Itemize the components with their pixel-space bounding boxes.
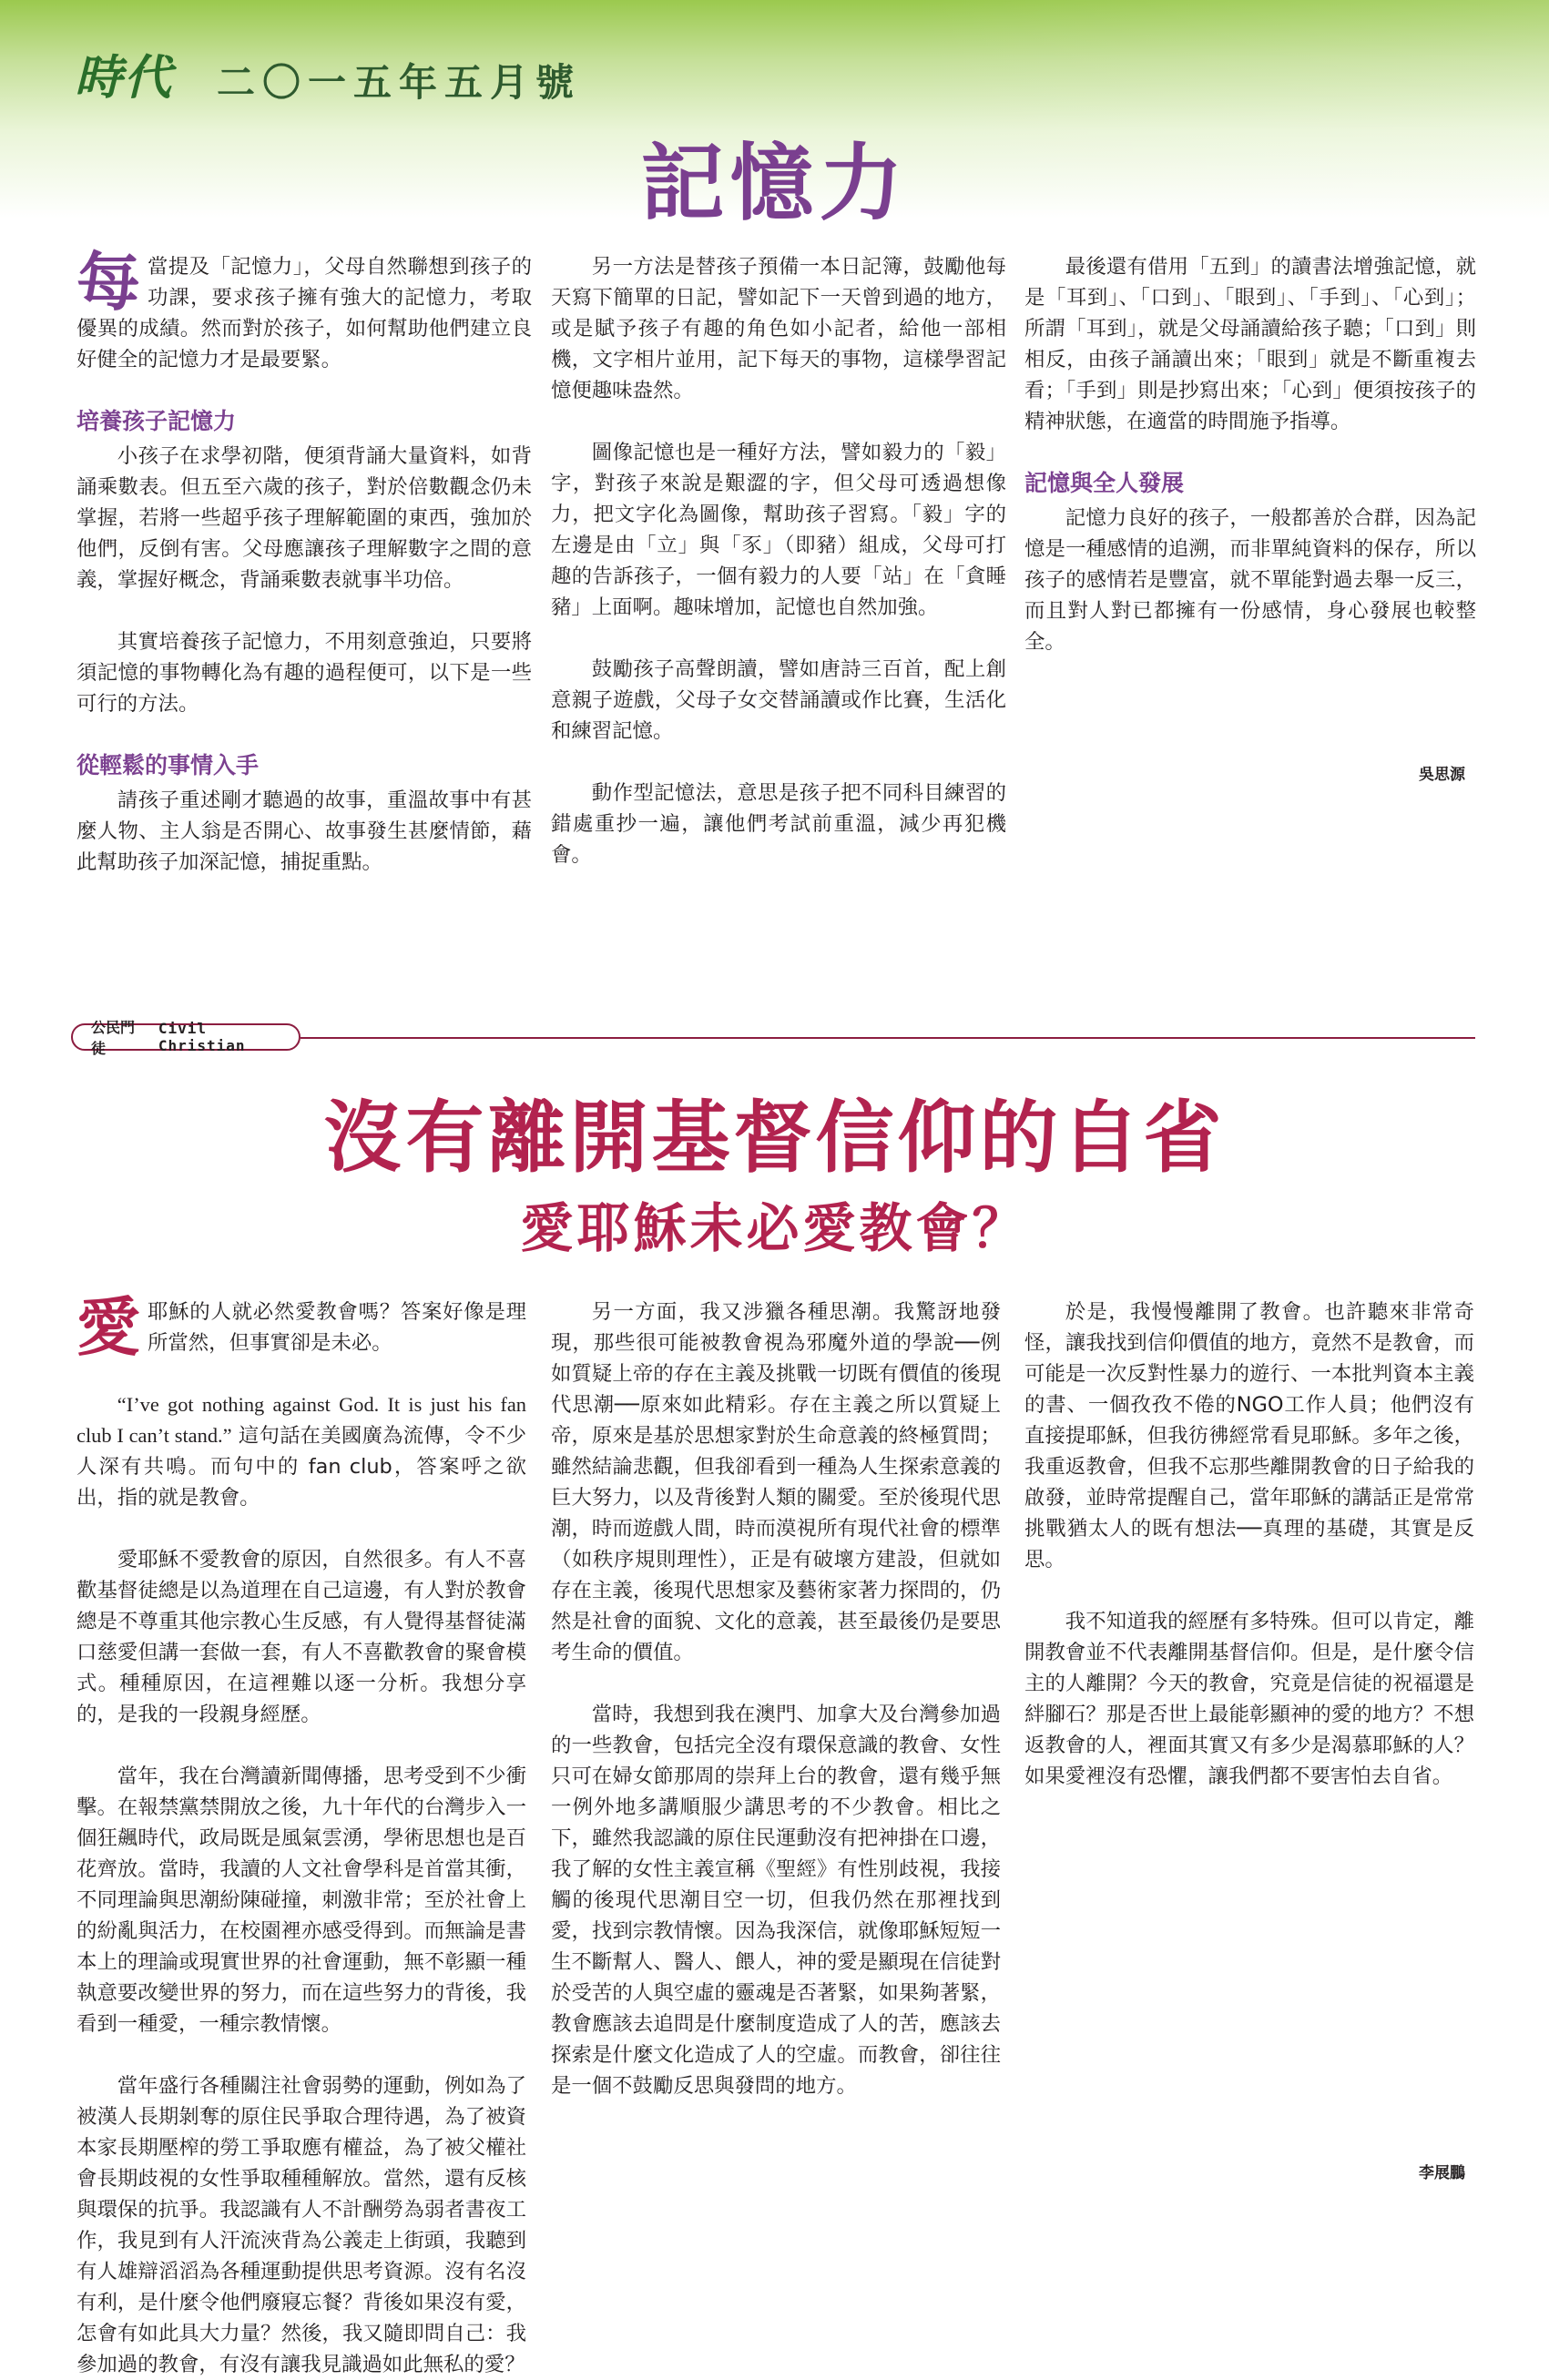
magazine-name: 時代	[75, 50, 174, 106]
article2-intro	[76, 1289, 526, 1365]
article1-paragraph: 動作型記憶法，意思是孩子把不同科目練習的錯處重抄一遍，讓他們考試前重溫，減少再犯機會。	[551, 781, 1006, 867]
column-tag-zh: 公民門徒	[91, 1019, 136, 1057]
article2-paragraph: 愛耶穌不愛教會的原因，自然很多。有人不喜歡基督徒總是以為道理在自己這邊，有人對於教會總是不尊重其他宗教心生反感，有人覺得基督徒滿口慈愛但講一套做一套，有人不喜歡教會的聚會模式。種種原因，在這裡難以逐一分析。我想分享的，是我的一段親身經歷。	[76, 1548, 526, 1726]
article2-column-1	[76, 1289, 526, 2380]
article1-paragraph: 鼓勵孩子高聲朗讀，譬如唐詩三百首，配上創意親子遊戲，父母子女交替誦讀或作比賽，生活化和練習記憶。	[551, 657, 1006, 743]
article1-paragraph: 請孩子重述剛才聽過的故事，重溫故事中有甚麼人物、主人翁是否開心、故事發生甚麼情節，藉此幫助孩子加深記憶，捕捉重點。	[76, 788, 532, 874]
article1-heading-1: 培養孩子記憶力	[76, 408, 237, 434]
article1-paragraph: 另一方法是替孩子預備一本日記簿，鼓勵他每天寫下簡單的日記，譬如記下一天曾到過的地方，或是賦予孩子有趣的角色如小記者，給他一部相機，文字相片並用，記下每天的事物，這樣學習記憶便趣味盎然。	[551, 255, 1006, 402]
article2-paragraph: 另一方面，我又涉獵各種思潮。我驚訝地發現，那些很可能被教會視為邪魔外道的學說──例如質疑上帝的存在主義及挑戰一切既有價值的後現代思潮──原來如此精彩。存在主義之所以質疑上帝，原來是基於思想家對於生命意義的終極質問；雖然結論悲觀，但我卻看到一種為人生探索意義的巨大努力，以及背後對人類的關愛。至於後現代思潮，時而遊戲人間，時而漠視所有現代社會的標準（如秩序規則理性），正是有破壞方建設，但就如存在主義，後現代思想家及藝術家著力探問的，仍然是社會的面貌、文化的意義，甚至最後仍是要思考生命的價值。	[551, 1300, 1001, 1664]
article2-dropcap: 愛	[76, 1289, 140, 1365]
article2-subtitle: 愛耶穌未必愛教會？	[520, 1197, 1029, 1259]
masthead	[75, 44, 581, 107]
article1-column-2	[551, 251, 1006, 870]
article1-author: 吳思源	[1419, 766, 1465, 784]
article2-column-3	[1024, 1297, 1474, 1792]
article2-paragraph	[76, 1389, 526, 1513]
article1-column-3	[1024, 251, 1476, 657]
column-tag-rule	[301, 1037, 1475, 1039]
article2-paragraph: 當年，我在台灣讀新聞傳播，思考受到不少衝擊。在報禁黨禁開放之後，九十年代的台灣步入一個狂飆時代，政局既是風氣雲湧，學術思想也是百花齊放。當時，我讀的人文社會學科是首當其衝，不同理論與思潮紛陳碰撞，刺激非常；至於社會上的紛亂與活力，在校園裡亦感受得到。而無論是書本上的理論或現實世界的社會運動，無不彰顯一種執意要改變世界的努力，而在這些努力的背後，我看到一種愛，一種宗教情懷。	[76, 1765, 526, 2036]
article2-quote: “I’ve got nothing against God. It is just his fan club I can’t stand.”	[76, 1393, 526, 1447]
article2-author: 李展鵬	[1419, 2164, 1465, 2182]
article2-column-2	[551, 1297, 1001, 2101]
article1-paragraph: 記憶力良好的孩子，一般都善於合群，因為記憶是一種感情的追溯，而非單純資料的保存，所以孩子的感情若是豐富，就不單能對過去舉一反三，而且對人對已都擁有一份感情，身心發展也較整全。	[1024, 506, 1476, 654]
article2-quote-comment: 這句話在美國廣為流傳，令不少人深有共鳴。而句中的 fan club，答案呼之欲出，指的就是教會。	[76, 1424, 526, 1510]
article1-heading-2: 從輕鬆的事情入手	[76, 752, 260, 778]
article1-intro-text: 當提及「記憶力」，父母自然聯想到孩子的功課，要求孩子擁有強大的記憶力，考取優異的成績。然而對於孩子，如何幫助他們建立良好健全的記憶力才是最要緊。	[76, 255, 532, 371]
article1-column-1	[76, 244, 532, 878]
article2-intro-text: 耶穌的人就必然愛教會嗎？答案好像是理所當然，但事實卻是未必。	[148, 1300, 526, 1355]
column-tag	[71, 1019, 301, 1057]
article2-paragraph: 我不知道我的經歷有多特殊。但可以肯定，離開教會並不代表離開基督信仰。但是，是什麼令信主的人離開？今天的教會，究竟是信徒的祝福還是絆腳石？那是否世上最能彰顯神的愛的地方？不想返教會的人，裡面其實又有多少是渴慕耶穌的人？如果愛裡沒有恐懼，讓我們都不要害怕去自省。	[1024, 1610, 1474, 1788]
article1-paragraph: 小孩子在求學初階，便須背誦大量資料，如背誦乘數表。但五至六歲的孩子，對於倍數觀念仍未掌握，若將一些超乎孩子理解範圍的東西，強加於他們，反倒有害。父母應讓孩子理解數字之間的意義，掌握好概念，背誦乘數表就事半功倍。	[76, 444, 532, 592]
article1-paragraph: 其實培養孩子記憶力，不用刻意強迫，只要將須記憶的事物轉化為有趣的過程便可，以下是一些可行的方法。	[76, 630, 532, 716]
article1-dropcap: 每	[76, 244, 140, 320]
article2-paragraph: 於是，我慢慢離開了教會。也許聽來非常奇怪，讓我找到信仰價值的地方，竟然不是教會，而可能是一次反對性暴力的遊行、一本批判資本主義的書、一個孜孜不倦的NGO工作人員；他們沒有直接提耶穌，但我彷彿經常看見耶穌。多年之後，我重返教會，但我不忘那些離開教會的日子給我的啟發，並時常提醒自己，當年耶穌的講話正是常常挑戰猶太人的既有想法──真理的基礎，其實是反思。	[1024, 1300, 1474, 1571]
article1-heading-3: 記憶與全人發展	[1024, 470, 1185, 496]
article1-paragraph: 最後還有借用「五到」的讀書法增強記憶，就是「耳到」、「口到」、「眼到」、「手到」、「心到」；所謂「耳到」，就是父母誦讀給孩子聽；「口到」則相反，由孩子誦讀出來；「眼到」就是不斷重複去看；「手到」則是抄寫出來；「心到」便須按孩子的精神狀態，在適當的時間施予指導。	[1024, 255, 1476, 433]
article1-intro	[76, 244, 532, 375]
article2-paragraph: 當年盛行各種關注社會弱勢的運動，例如為了被漢人長期剝奪的原住民爭取合理待遇，為了被資本家長期壓榨的勞工爭取應有權益，為了被父權社會長期歧視的女性爭取種種解放。當然，還有反核與環保的抗爭。我認識有人不計酬勞為弱者書夜工作，我見到有人汗流浹背為公義走上街頭，我聽到有人雄辯滔滔為各種運動提供思考資源。沒有名沒有利，是什麼令他們廢寢忘餐？背後如果沒有愛，怎會有如此具大力量？然後，我又隨即問自己：我參加過的教會，有沒有讓我見識過如此無私的愛？	[76, 2074, 526, 2376]
article2-title: 沒有離開基督信仰的自省	[323, 1092, 1226, 1184]
article1-title: 記憶力	[640, 134, 909, 232]
article1-paragraph: 圖像記憶也是一種好方法，譬如毅力的「毅」字，對孩子來說是艱澀的字，但父母可透過想像力，把文字化為圖像，幫助孩子習寫。「毅」字的左邊是由「立」與「豕」（即豬）組成，父母可打趣的告訴孩子，一個有毅力的人要「站」在「貪睡豬」上面啊。趣味增加，記憶也自然加強。	[551, 441, 1006, 619]
issue-date: 二〇一五年五月號	[217, 60, 582, 105]
article2-paragraph: 當時，我想到我在澳門、加拿大及台灣參加過的一些教會，包括完全沒有環保意識的教會、女性只可在婦女節那周的崇拜上台的教會，還有幾乎無一例外地多講順服少講思考的不少教會。相比之下，雖然我認識的原住民運動沒有把神掛在口邊，我了解的女性主義宣稱《聖經》有性別歧視，我接觸的後現代思潮目空一切，但我仍然在那裡找到愛，找到宗教情懷。因為我深信，就像耶穌短短一生不斷幫人、醫人、餵人，神的愛是顯現在信徒對於受苦的人與空虛的靈魂是否著緊，如果夠著緊，教會應該去追問是什麼制度造成了人的苦，應該去探索是什麼文化造成了人的空虛。而教會，卻往往是一個不鼓勵反思與發問的地方。	[551, 1703, 1001, 2098]
column-tag-en: Civil Christian	[158, 1020, 246, 1054]
